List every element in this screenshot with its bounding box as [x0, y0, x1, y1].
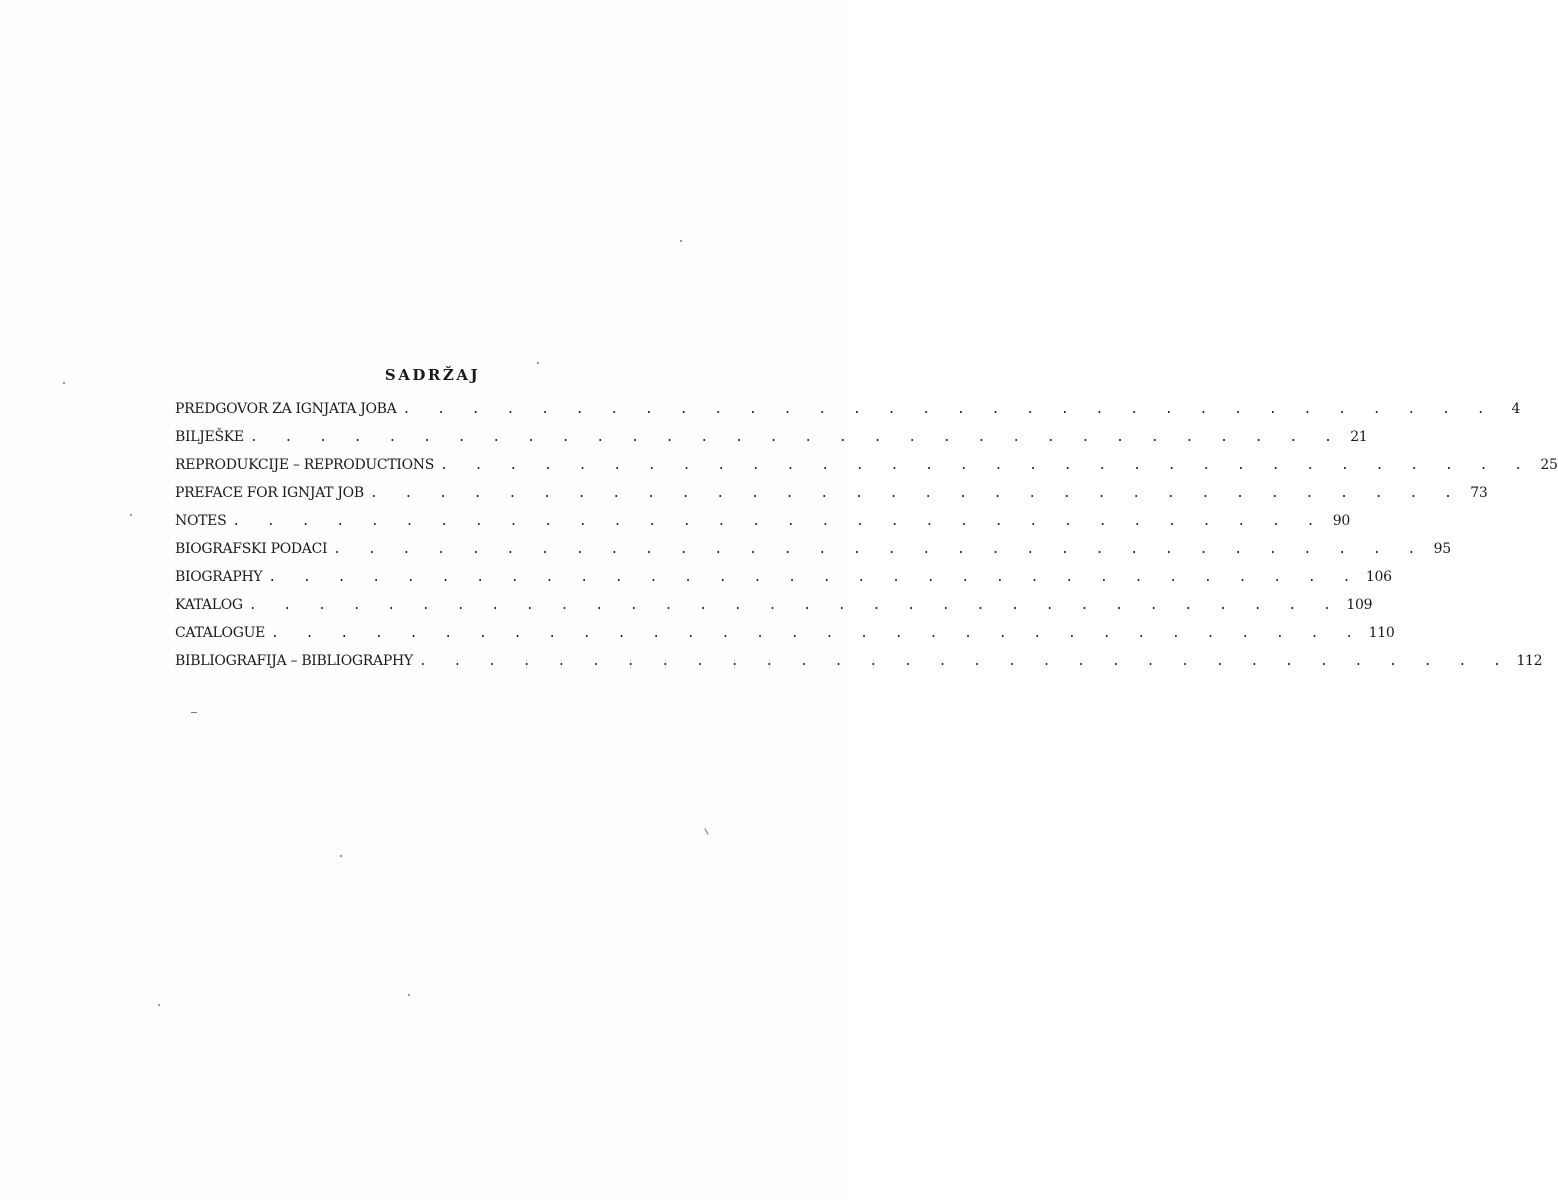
paper-speck	[704, 828, 708, 835]
dot-leader: . . . . . . . . . . . . . . . . . . . . . . . . . . . . . . . .	[268, 570, 1360, 585]
dot-leader: . . . . . . . . . . . . . . . . . . . . . . . . . . . . . . . .	[369, 486, 1462, 501]
paper-speck	[191, 712, 197, 713]
paper-speck	[680, 240, 682, 242]
toc-entry-page: 106	[1365, 569, 1392, 585]
toc-entry	[175, 513, 1350, 541]
dot-leader: . . . . . . . . . . . . . . . . . . . . . . . . . . . . . . . .	[402, 402, 1495, 417]
toc-entry-label: BILJEŠKE	[175, 429, 244, 445]
toc-entry-label: BIBLIOGRAFIJA – BIBLIOGRAPHY	[175, 653, 413, 669]
toc-entry	[175, 653, 1543, 681]
toc-entry	[175, 429, 1368, 457]
toc-entry-page: 110	[1368, 625, 1395, 641]
toc-entry-page: 109	[1346, 597, 1373, 613]
paper-speck	[130, 514, 132, 516]
toc-entry-page: 4	[1511, 401, 1521, 417]
toc-entry-label: KATALOG	[175, 597, 243, 613]
paper-speck	[537, 362, 539, 364]
toc-entry	[175, 625, 1395, 653]
toc-entry	[175, 569, 1392, 597]
toc-entry	[175, 457, 1558, 485]
toc-entry-page: 25	[1540, 457, 1558, 473]
toc-entry-page: 21	[1350, 429, 1368, 445]
toc-entry-label: REPRODUKCIJE – REPRODUCTIONS	[175, 457, 435, 473]
dot-leader: . . . . . . . . . . . . . . . . . . . . . . . . . . . . . . . .	[418, 654, 1511, 669]
toc-entry-label: PREFACE FOR IGNJAT JOB	[175, 485, 364, 501]
dot-leader: . . . . . . . . . . . . . . . . . . . . . . . . . . . . . . . .	[271, 626, 1363, 641]
table-of-contents	[175, 401, 1558, 681]
toc-entry-page: 112	[1516, 653, 1543, 669]
toc-entry-page: 95	[1433, 541, 1451, 557]
dot-leader: . . . . . . . . . . . . . . . . . . . . . . . . . . . . . . . .	[333, 542, 1425, 557]
paper-speck	[158, 1004, 160, 1006]
dot-leader: . . . . . . . . . . . . . . . . . . . . . . . . . . . . . . . .	[249, 430, 1342, 445]
toc-entry	[175, 485, 1488, 513]
toc-entry-label: CATALOGUE	[175, 625, 266, 641]
paper-speck	[63, 382, 65, 384]
dot-leader: . . . . . . . . . . . . . . . . . . . . . . . . . . . . . . . .	[440, 458, 1532, 473]
dot-leader: . . . . . . . . . . . . . . . . . . . . . . . . . . . . . . . .	[248, 598, 1341, 613]
toc-entry	[175, 401, 1521, 429]
toc-title: SADRŽAJ	[384, 366, 481, 384]
paper-speck	[340, 855, 342, 857]
toc-entry-page: 73	[1470, 485, 1488, 501]
dot-leader: . . . . . . . . . . . . . . . . . . . . . . . . . . . . . . . .	[232, 514, 1324, 529]
toc-entry	[175, 597, 1373, 625]
toc-entry-label: BIOGRAFSKI PODACI	[175, 541, 328, 557]
toc-entry-label: BIOGRAPHY	[175, 569, 263, 585]
toc-entry-label: NOTES	[175, 513, 227, 529]
toc-entry	[175, 541, 1451, 569]
paper-speck	[408, 994, 410, 996]
toc-entry-label: PREDGOVOR ZA IGNJATA JOBA	[175, 401, 397, 417]
toc-entry-page: 90	[1332, 513, 1350, 529]
